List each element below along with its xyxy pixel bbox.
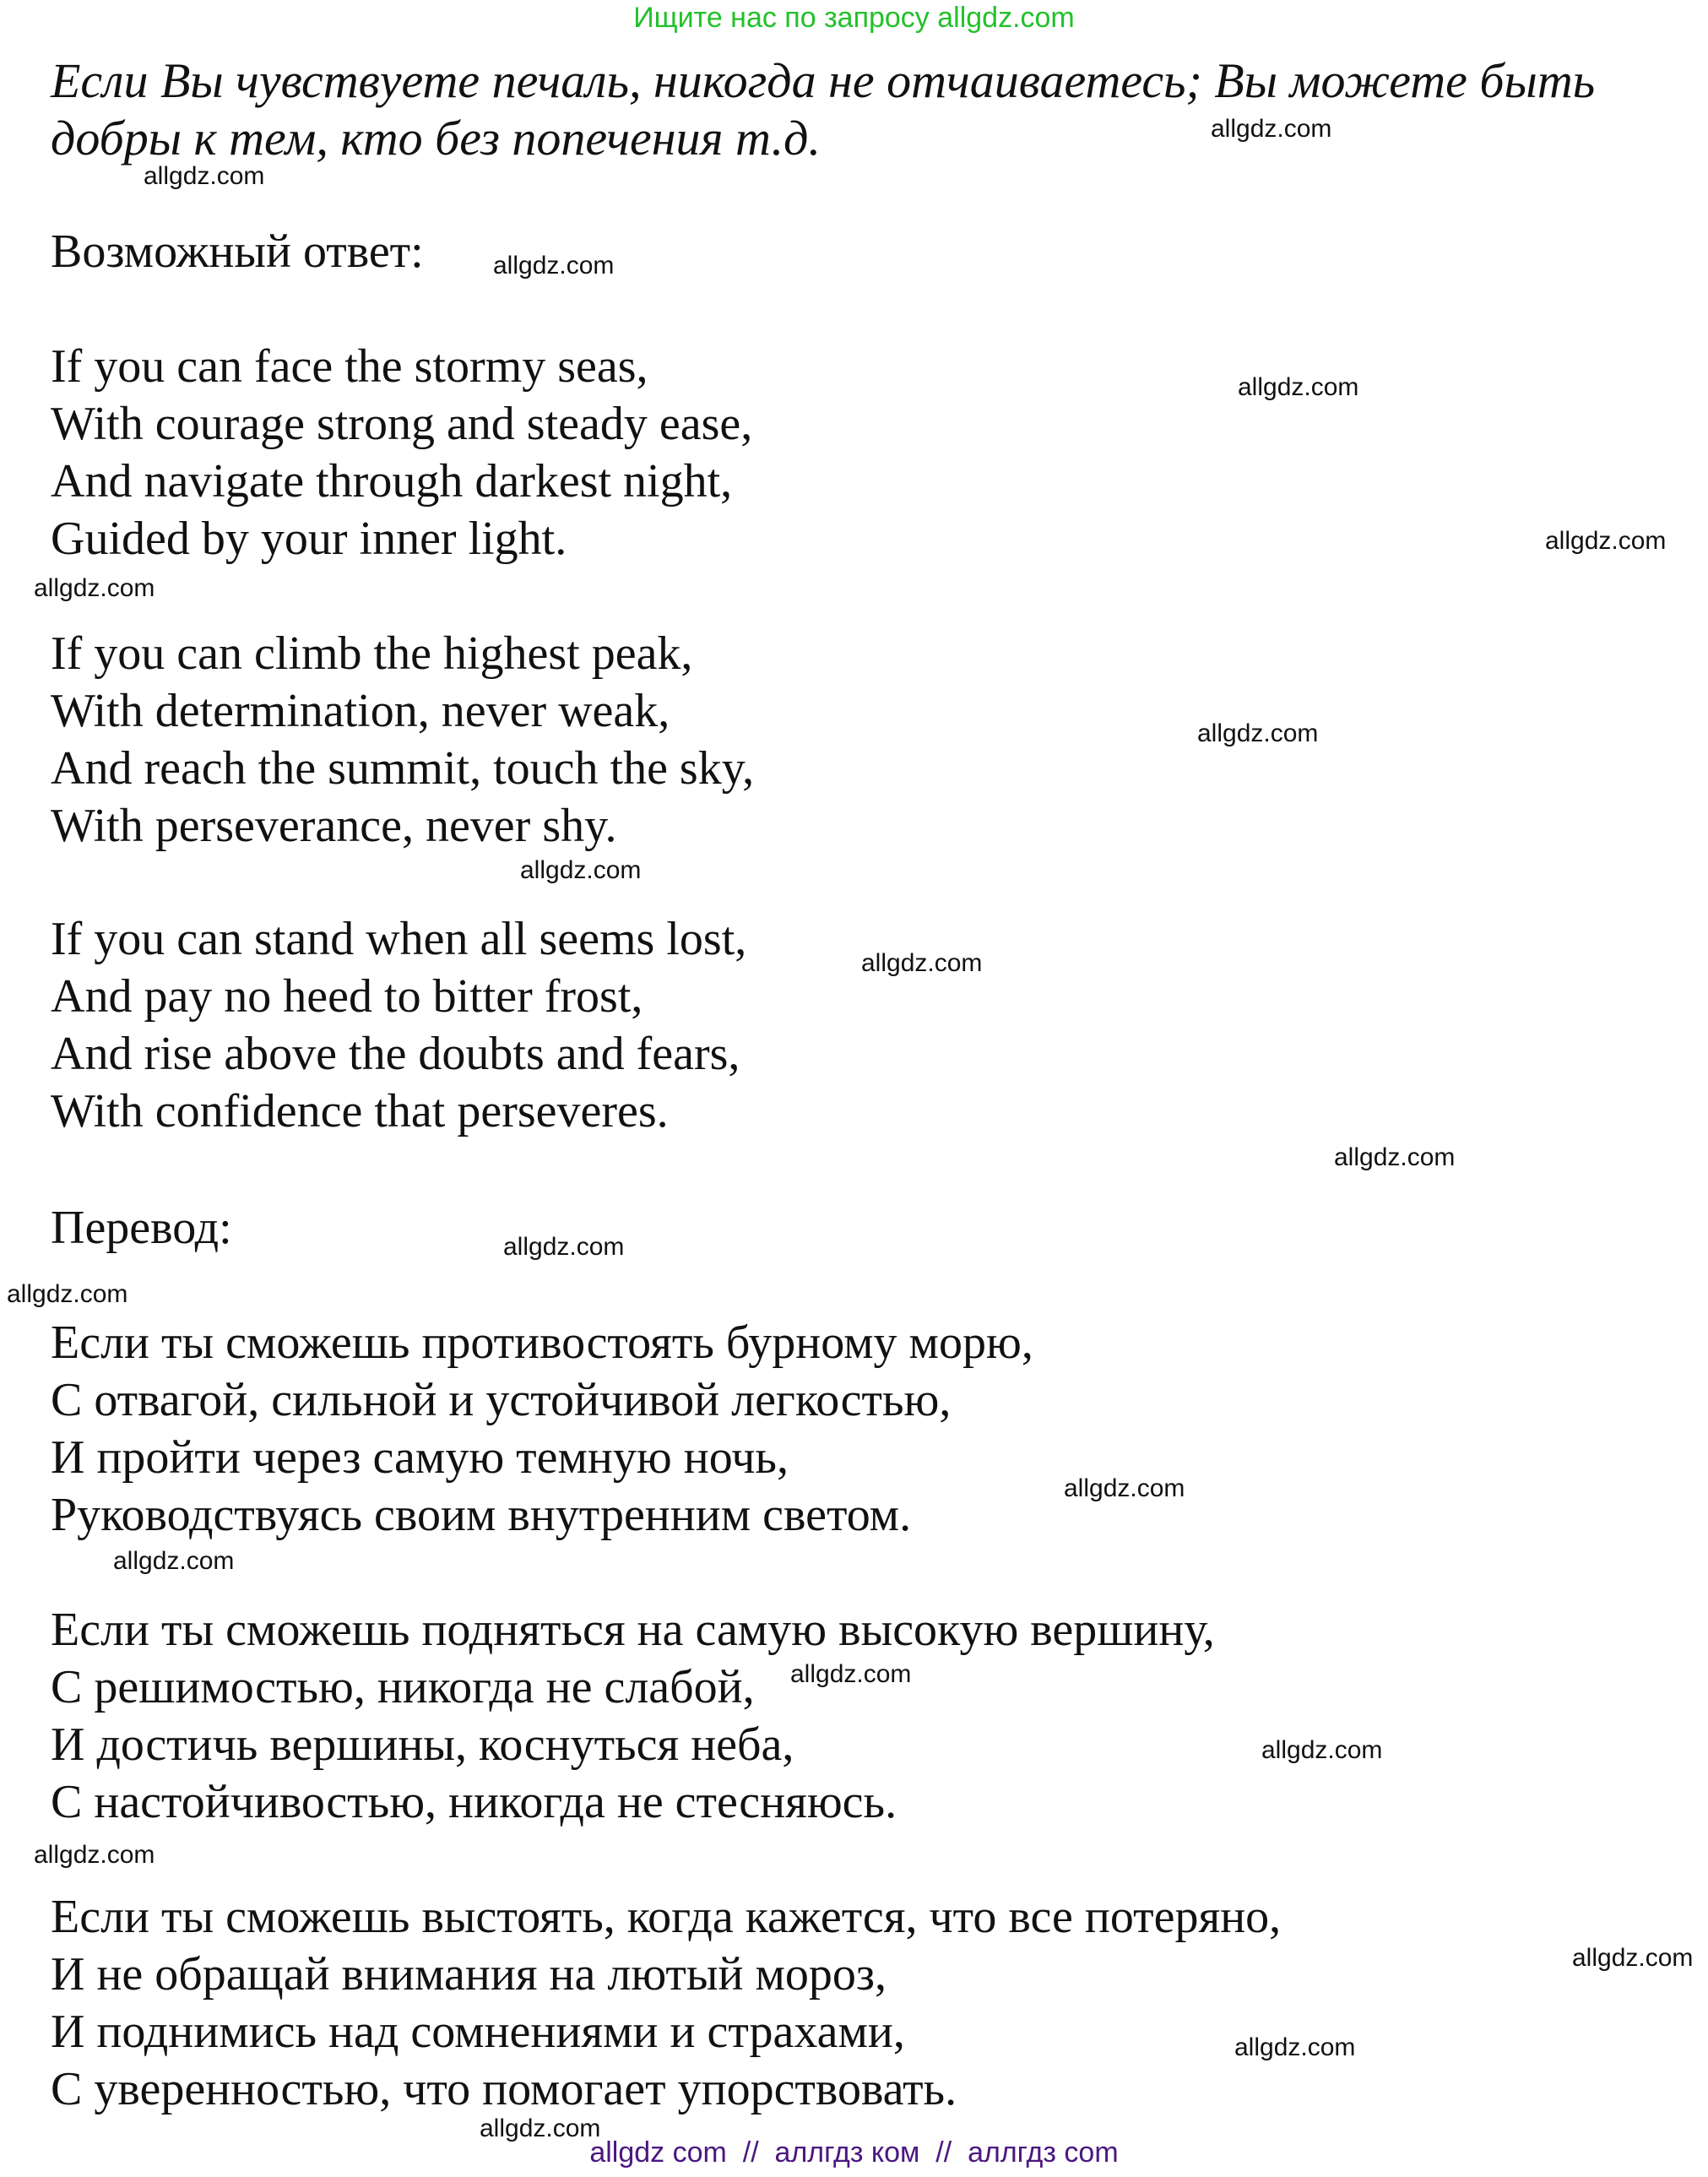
- watermark: allgdz.com: [520, 856, 642, 884]
- watermark: allgdz.com: [34, 1841, 155, 1869]
- translation-line: С решимостью, никогда не слабой,: [51, 1661, 755, 1713]
- answer-heading: Возможный ответ:: [51, 225, 424, 278]
- task-prompt-line: добры к тем, кто без попечения т.д.: [51, 111, 821, 166]
- watermark: allgdz.com: [493, 252, 615, 280]
- watermark: allgdz.com: [861, 949, 983, 977]
- poem-line: And rise above the doubts and fears,: [51, 1028, 740, 1080]
- poem-line: If you can stand when all seems lost,: [51, 913, 747, 965]
- watermark: allgdz.com: [7, 1280, 128, 1308]
- task-prompt-line: Если Вы чувствуете печаль, никогда не отчаиваетесь; Вы можете быть: [51, 53, 1596, 108]
- translation-line: И достичь вершины, коснуться неба,: [51, 1718, 794, 1771]
- search-banner: Ищите нас по запросу allgdz.com: [633, 2, 1075, 34]
- poem-stanza-2: [51, 625, 754, 855]
- translation-stanza-2: [51, 1601, 1215, 1831]
- watermark: allgdz.com: [503, 1233, 625, 1261]
- watermark: allgdz.com: [1261, 1736, 1383, 1764]
- watermark: allgdz.com: [1064, 1474, 1185, 1502]
- poem-line: Guided by your inner light.: [51, 513, 567, 565]
- translation-stanza-3: [51, 1888, 1281, 2118]
- poem-stanza-1: [51, 338, 752, 567]
- watermark: allgdz.com: [113, 1547, 235, 1575]
- translation-line: С уверенностью, что помогает упорствовать.: [51, 2063, 957, 2115]
- watermark: allgdz.com: [790, 1660, 912, 1688]
- poem-line: And reach the summit, touch the sky,: [51, 742, 755, 795]
- watermark: allgdz.com: [1334, 1143, 1456, 1171]
- translation-line: Если ты сможешь выстоять, когда кажется, что все потеряно,: [51, 1891, 1282, 1943]
- poem-line: With confidence that perseveres.: [51, 1085, 669, 1137]
- translation-line: Если ты сможешь подняться на самую высокую вершину,: [51, 1604, 1215, 1656]
- poem-line: And navigate through darkest night,: [51, 455, 733, 508]
- translation-line: С отвагой, сильной и устойчивой легкостью,: [51, 1374, 952, 1426]
- watermark: allgdz.com: [1211, 115, 1332, 143]
- poem-line: With perseverance, never shy.: [51, 800, 617, 852]
- translation-stanza-1: [51, 1314, 1033, 1544]
- poem-line: And pay no heed to bitter frost,: [51, 970, 643, 1023]
- translation-line: Руководствуясь своим внутренним светом.: [51, 1489, 912, 1541]
- translation-line: И пройти через самую темную ночь,: [51, 1431, 789, 1484]
- translation-line: И не обращай внимания на лютый мороз,: [51, 1948, 887, 2001]
- watermark: allgdz.com: [1197, 719, 1319, 747]
- watermark: allgdz.com: [1234, 2033, 1356, 2061]
- translation-line: И поднимись над сомнениями и страхами,: [51, 2006, 905, 2058]
- poem-stanza-3: [51, 910, 746, 1140]
- translation-heading: Перевод:: [51, 1202, 232, 1254]
- translation-line: С настойчивостью, никогда не стесняюсь.: [51, 1776, 897, 1828]
- watermark: allgdz.com: [1238, 373, 1359, 401]
- translation-line: Если ты сможешь противостоять бурному морю,: [51, 1317, 1033, 1369]
- poem-line: With courage strong and steady ease,: [51, 398, 753, 450]
- poem-line: If you can face the stormy seas,: [51, 340, 648, 393]
- watermark: allgdz.com: [144, 162, 265, 190]
- watermark: allgdz.com: [480, 2115, 601, 2142]
- poem-line: With determination, never weak,: [51, 685, 670, 737]
- watermark: allgdz.com: [34, 574, 155, 602]
- footer-links: allgdz com // аллгдз ком // аллгдз com: [589, 2136, 1119, 2169]
- poem-line: If you can climb the highest peak,: [51, 627, 693, 680]
- watermark: allgdz.com: [1545, 527, 1667, 555]
- task-prompt: [51, 52, 1595, 167]
- watermark: allgdz.com: [1572, 1944, 1694, 1972]
